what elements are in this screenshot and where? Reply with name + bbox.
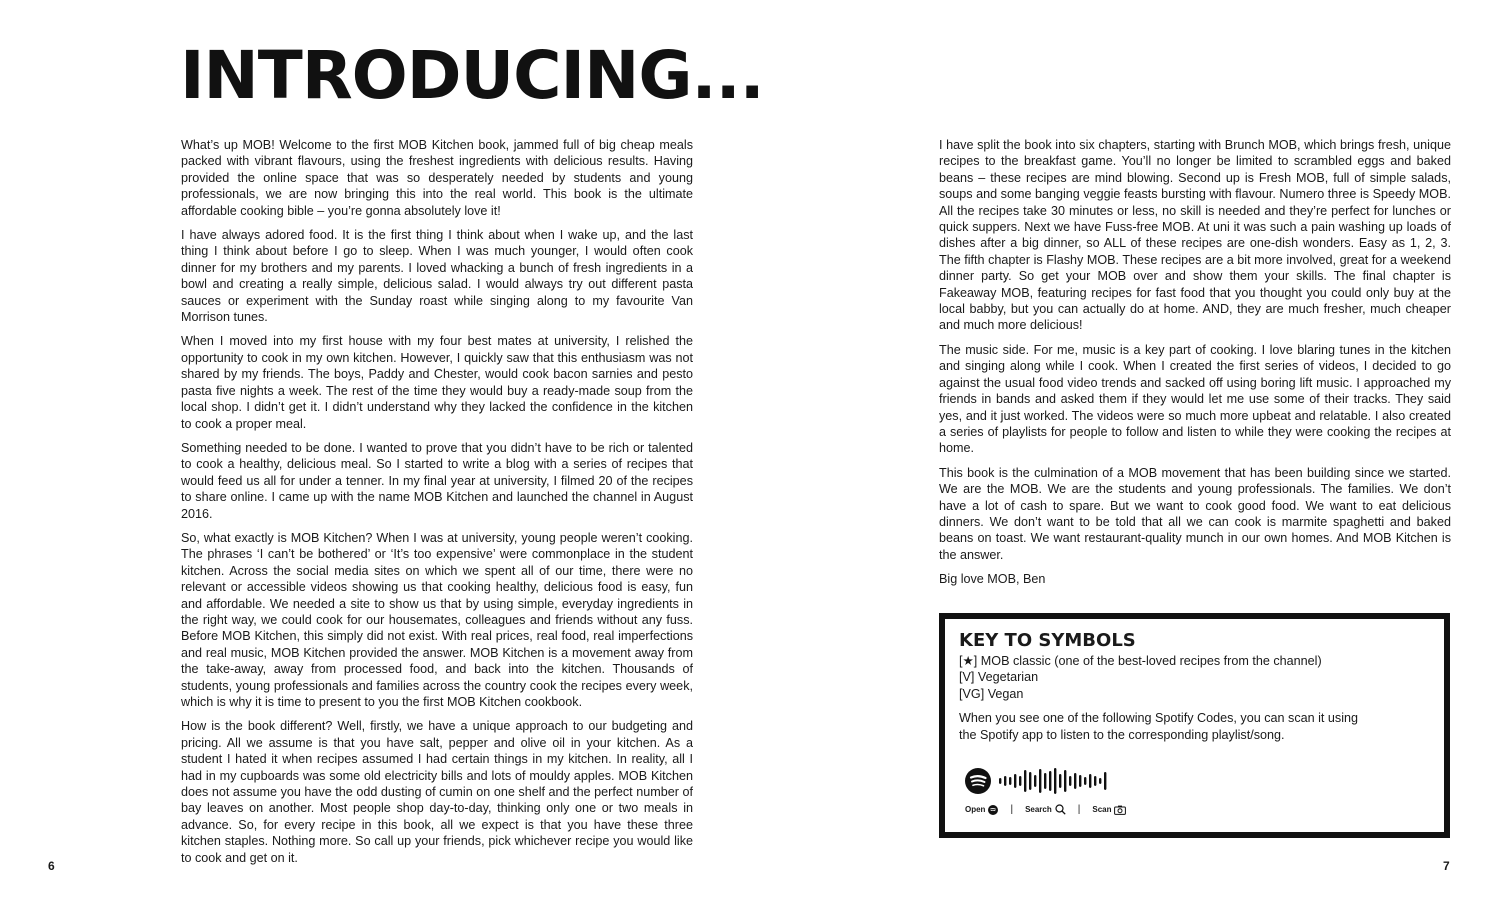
spotify-code [965,767,1115,795]
paragraph: When I moved into my first house with my four best mates at university, I relished the opportunity to cook in my own kitchen. However, I quickly saw that this enthusiasm was not shared by my friends. The boys, Paddy and Chester, would cook bacon sarnies and pesto pasta five nights a week. The rest of the time they would buy a ready-made soup from the local shop. I didn’t get it. I didn’t understand why they lacked the confidence in the kitchen to cook a proper meal. [181,334,693,431]
code-bar [1089,774,1091,788]
code-bar [999,778,1001,784]
code-bar [1074,773,1076,789]
code-bar [1029,772,1031,790]
code-bar [1054,768,1056,794]
spotify-code-bars [999,768,1106,794]
key-line-classic: [★] MOB classic (one of the best-loved recipes from the channel) [959,654,1322,668]
code-bar [1004,776,1006,786]
separator: | [1010,804,1014,815]
code-bar [1024,770,1026,792]
code-bar [1099,778,1101,784]
paragraph: How is the book different? Well, firstly, we have a unique approach to our budgeting and pricing. All we assume is that you have salt, pepper and olive oil in your kitchen. As a student I hated it when recipes assumed I had certain things in my kitchen. In reality, all I had in my cupboards was some old electricity bills and lots of mouldy apples. MOB Kitchen does not assume you have the odd dusting of cumin on one shelf and the perfect number of bay leaves on another. Most people shop day-to-day, thinking only one or two meals in advance. So, for every recipe in this book, all we expect is that you have these three kitchen staples. Nothing more. So call up your friends, pick whichever recipe you would like to cook and get on it. [181,719,693,865]
code-bar [1069,776,1071,786]
scan-label: Scan [1092,805,1112,814]
spotify-controls [965,804,1126,815]
code-bar [1044,773,1046,789]
code-bar [1019,776,1021,786]
key-title: KEY TO SYMBOLS [959,630,1136,651]
key-to-symbols-box [939,613,1450,838]
open-control[interactable] [965,805,998,815]
code-bar [1079,775,1081,787]
separator: | [1077,804,1081,815]
paragraph: Something needed to be done. I wanted to prove that you didn’t have to be rich or talented to cook a healthy, delicious meal. So I started to write a blog with a series of recipes that would feed us all for under a tenner. In my final year at university, I filmed 20 of the recipes to share online. I came up with the name MOB Kitchen and launched the channel in August 2016. [181,440,693,521]
page-title: INTRODUCING... [180,37,764,114]
right-text-column [939,137,1451,596]
paragraph: I have always adored food. It is the first thing I think about when I wake up, and the last thing I think about before I go to sleep. When I was much younger, I would often cook dinner for my brothers and my parents. I loved whacking a bunch of fresh ingredients in a bowl and creating a really simple, delicious salad. I would always try out different pasta sauces or experiment with the Sunday roast while singing along to my favourite Van Morrison tunes. [181,228,693,325]
code-bar [1104,772,1106,790]
code-bar [1034,775,1036,787]
spotify-description: When you see one of the following Spotify Codes, you can scan it using the Spotify app to listen to the corresponding playlist/song. [959,711,1359,742]
code-bar [1039,769,1041,793]
key-line-vegan: [VG] Vegan [959,686,1024,701]
code-bar [1014,774,1016,788]
paragraph: The music side. For me, music is a key part of cooking. I love blaring tunes in the kitchen and singing along while I cook. When I created the first series of videos, I decided to go against the usual food video trends and sacked off using boring lift music. I approached my friends in bands and asked them if they would let me use some of their tracks. They said yes, and it just worked. The videos were so much more upbeat and relatable. I also created a series of playlists for people to follow and listen to while they were cooking the recipes at home. [939,342,1451,456]
camera-icon [1114,805,1126,815]
code-bar [1009,777,1011,785]
code-bar [1094,776,1096,786]
magnifier-icon [1055,804,1066,815]
code-bar [1049,771,1051,791]
search-control[interactable] [1025,804,1066,815]
page-number-left: 6 [48,859,55,873]
search-label: Search [1025,805,1052,814]
left-text-column [181,137,693,874]
key-content [959,629,1430,743]
paragraph: This book is the culmination of a MOB movement that has been building since we started. We are the MOB. We are the students and young professionals. The families. We don’t have a lot of cash to spare. But we want to cook good food. We want to eat delicious dinners. We don’t want to be told that all we can cook is marmite spaghetti and baked beans on toast. We want restaurant-quality munch in our own homes. And MOB Kitchen is the answer. [939,465,1451,562]
page-number-right: 7 [1443,859,1450,873]
paragraph: So, what exactly is MOB Kitchen? When I was at university, young people weren’t cooking. The phrases ‘I can’t be bothered’ or ‘It’s too expensive’ were commonplace in the student kitchen. Across the social media sites on which we spent all of our time, there were no relevant or accessible videos showing us that cooking healthy, delicious food is easy, fun and affordable. We needed a site to show us that by using simple, everyday ingredients in the right way, we could cook for our housemates, colleagues and friends without any fuss. Before MOB Kitchen, this simply did not exist. With real prices, real food, real imperfections and real music, MOB Kitchen provided the answer. MOB Kitchen is a movement away from the take-away, away from processed food, and back into the kitchen. Thousands of students, young professionals and families across the country cook the recipes every week, which is why it is time to present to you the first MOB Kitchen cookbook. [181,530,693,709]
spotify-small-icon [988,805,998,815]
signature-line: Big love MOB, Ben [939,572,1046,587]
scan-control[interactable] [1092,805,1126,815]
code-bar [1059,774,1061,788]
key-line-vegetarian: [V] Vegetarian [959,670,1039,685]
code-bar [1084,777,1086,785]
paragraph: I have split the book into six chapters, starting with Brunch MOB, which brings fresh, unique recipes to the breakfast game. You’ll no longer be limited to scrambled eggs and baked beans – these recipes are mind blowing. Second up is Fresh MOB, full of simple salads, soups and some banging veggie feasts bursting with flavour. Numero three is Speedy MOB. All the recipes take 30 minutes or less, no skill is needed and they’re perfect for lunches or quick suppers. Next we have Fuss-free MOB. At uni it was such a pain washing up loads of dishes after a big dinner, so ALL of these recipes are one-dish wonders. Easy as 1, 2, 3. The fifth chapter is Flashy MOB. These recipes are a bit more involved, great for a weekend dinner party. So get your MOB over and show them your skills. The final chapter is Fakeaway MOB, featuring recipes for fast food that you thought you could only buy at the local babby, but you can actually do at home. AND, they are much fresher, much cheaper and much more delicious! [939,138,1451,333]
open-label: Open [965,805,986,814]
spotify-logo-icon [965,768,991,794]
code-bar [1064,770,1066,792]
paragraph: What’s up MOB! Welcome to the first MOB Kitchen book, jammed full of big cheap meals packed with vibrant flavours, using the freshest ingredients with delicious results. Having provided the online space that was so desperately needed by students and young professionals, we are now bringing this into the real world. This book is the ultimate affordable cooking bible – you’re gonna absolutely love it! [181,138,693,218]
